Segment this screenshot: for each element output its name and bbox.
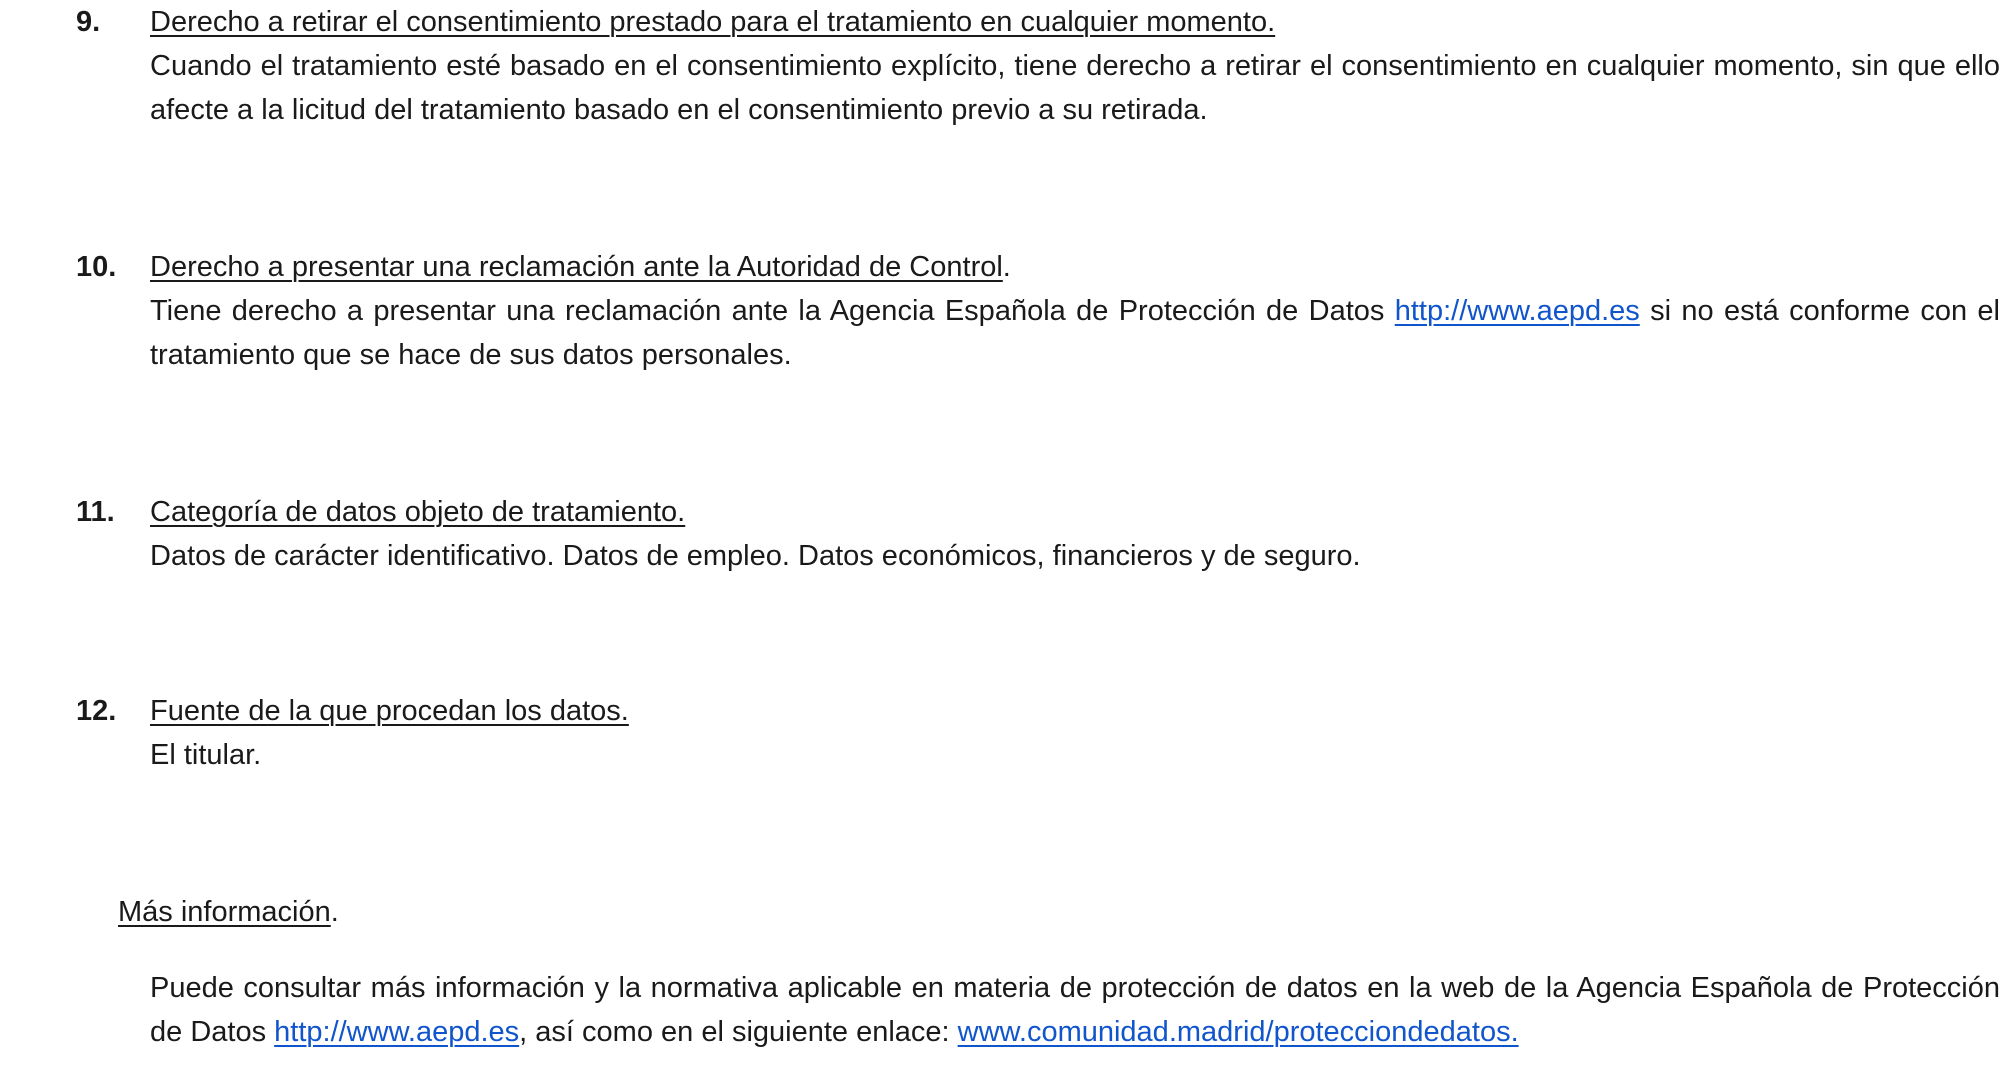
section-heading-text: Categoría de datos objeto de tratamiento. (150, 496, 686, 528)
more-info-heading (118, 890, 339, 934)
section-heading-text: Fuente de la que procedan los datos. (150, 695, 629, 727)
section-body: Cuando el tratamiento esté basado en el consentimiento explícito, tiene derecho a retirar el consentimiento en cualquier momento, sin que ello afecte a la licitud del tratamiento basado en el consentimiento previo a su retirada. (150, 50, 2000, 126)
section-body (150, 289, 2000, 377)
section-heading-suffix: . (1002, 251, 1011, 283)
aepd-link[interactable]: http://www.aepd.es (274, 1016, 520, 1048)
section-body: Datos de carácter identificativo. Datos de empleo. Datos económicos, financieros y de seguro. (150, 540, 1361, 572)
more-info-text-between: , así como en el siguiente enlace: (519, 1016, 958, 1048)
section-number: 11. (76, 496, 115, 528)
section-number: 12. (76, 695, 117, 727)
section-body-text-after-link: si no está conforme con el tratamiento que se hace de sus datos personales. (150, 295, 2000, 371)
more-info-text: Puede consultar más información y la normativa aplicable en materia de protección de datos en la web de la Agencia Española de Protección de Datos (150, 972, 2000, 1048)
section-heading-text: Derecho a retirar el consentimiento prestado para el tratamiento en cualquier momento. (150, 6, 1276, 38)
section-number: 10. (76, 251, 117, 283)
more-info-body (150, 966, 2000, 1054)
section-heading-text: Derecho a presentar una reclamación ante la Autoridad de Control (150, 251, 1003, 283)
more-info-heading-text: Más información (118, 896, 331, 928)
section-heading (150, 490, 685, 534)
comunidad-madrid-link[interactable]: www.comunidad.madrid/protecciondedatos. (957, 1016, 1519, 1048)
section-body-text: Tiene derecho a presentar una reclamación ante la Agencia Española de Protección de Datos (150, 295, 1395, 327)
section-heading (150, 245, 1011, 289)
section-heading (150, 689, 629, 733)
section-number: 9. (76, 6, 101, 38)
more-info-heading-suffix: . (330, 896, 339, 928)
section-body: El titular. (150, 739, 262, 771)
section-heading (150, 0, 1275, 44)
aepd-link[interactable]: http://www.aepd.es (1394, 295, 1640, 327)
